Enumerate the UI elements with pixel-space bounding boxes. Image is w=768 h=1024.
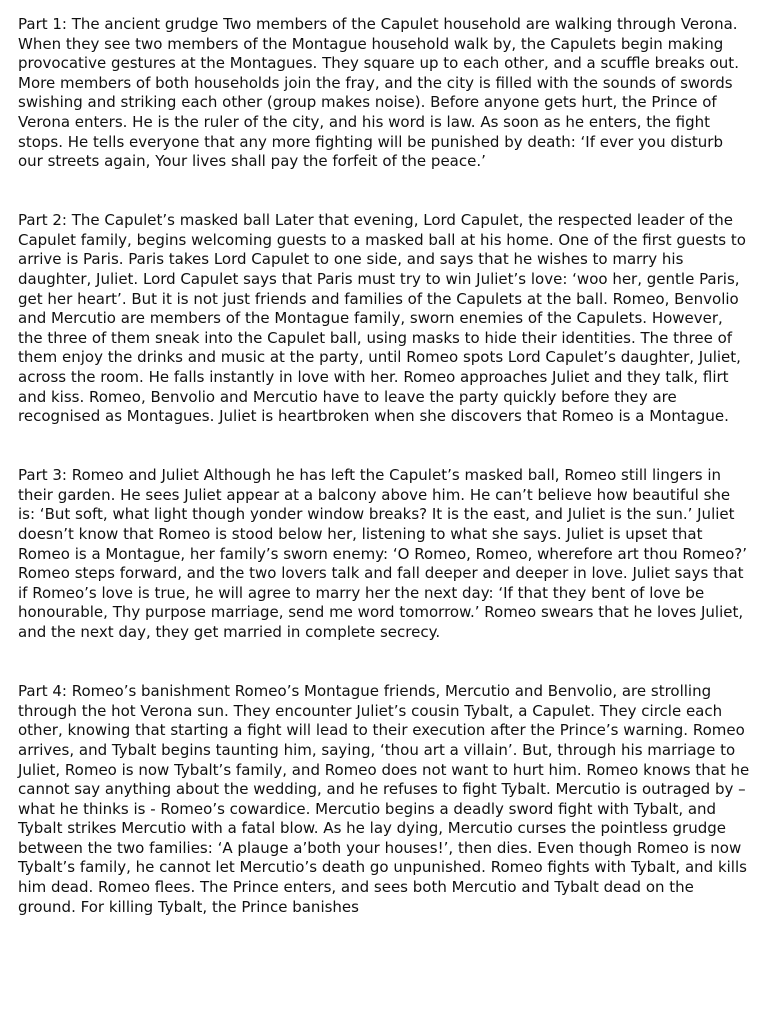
paragraph-spacer: [18, 172, 750, 212]
paragraph-part-4: Part 4: Romeo’s banishment Romeo’s Montague friends, Mercutio and Benvolio, are strolling through the hot Verona sun. They encounter Juliet’s cousin Tybalt, a Capulet. They circle each other, knowing that starting a fight will lead to their execution after the Prince’s warning. Romeo arrives, and Tybalt begins taunting him, saying, ‘thou art a villain’. But, through his marriage to Juliet, Romeo is now Tybalt’s family, and Romeo does not want to hurt him. Romeo knows that he cannot say anything about the wedding, and he refuses to fight Tybalt. Mercutio is outraged by – what he thinks is - Romeo’s cowardice. Mercutio begins a deadly sword fight with Tybalt, and Tybalt strikes Mercutio with a fatal blow. As he lay dying, Mercutio curses the pointless grudge between the two families: ‘A plauge a’both your houses!’, then dies. Even though Romeo is now Tybalt’s family, he cannot let Mercutio’s death go unpunished. Romeo fights with Tybalt, and kills him dead. Romeo flees. The Prince enters, and sees both Mercutio and Tybalt dead on the ground. For killing Tybalt, the Prince banishes: [18, 682, 750, 916]
paragraph-part-2: Part 2: The Capulet’s masked ball Later that evening, Lord Capulet, the respected leader of the Capulet family, begins welcoming guests to a masked ball at his home. One of the first guests to arrive is Paris. Paris takes Lord Capulet to one side, and says that he wishes to marry his daughter, Juliet. Lord Capulet says that Paris must try to win Juliet’s love: ‘woo her, gentle Paris, get her heart’. But it is not just friends and families of the Capulets at the ball. Romeo, Benvolio and Mercutio are members of the Montague family, sworn enemies of the Capulets. However, the three of them sneak into the Capulet ball, using masks to hide their identities. The three of them enjoy the drinks and music at the party, until Romeo spots Lord Capulet’s daughter, Juliet, across the room. He falls instantly in love with her. Romeo approaches Juliet and they talk, flirt and kiss. Romeo, Benvolio and Mercutio have to leave the party quickly before they are recognised as Montagues. Juliet is heartbroken when she discovers that Romeo is a Montague.: [18, 211, 746, 426]
paragraph-part-1: Part 1: The ancient grudge Two members of the Capulet household are walking through Verona. When they see two members of the Montague household walk by, the Capulets begin making provocative gestures at the Montagues. They square up to each other, and a scuffle breaks out. More members of both households join the fray, and the city is filled with the sounds of swords swishing and striking each other (group makes noise). Before anyone gets hurt, the Prince of Verona enters. He is the ruler of the city, and his word is law. As soon as he enters, the fight stops. He tells everyone that any more fighting will be punished by death: ‘If ever you disturb our streets again, Your lives shall pay the forfeit of the peace.’: [18, 15, 739, 171]
document-page: [18, 15, 750, 917]
paragraph-spacer: [18, 427, 750, 467]
paragraph-spacer: [18, 643, 750, 683]
paragraph-part-3: Part 3: Romeo and Juliet Although he has left the Capulet’s masked ball, Romeo still lingers in their garden. He sees Juliet appear at a balcony above him. He can’t believe how beautiful she is: ‘But soft, what light though yonder window breaks? It is the east, and Juliet is the sun.’ Juliet doesn’t know that Romeo is stood below her, listening to what she says. Juliet is upset that Romeo is a Montague, her family’s sworn enemy: ‘O Romeo, Romeo, wherefore art thou Romeo?’ Romeo steps forward, and the two lovers talk and fall deeper and deeper in love. Juliet says that if Romeo’s love is true, he will agree to marry her the next day: ‘If that they bent of love be honourable, Thy purpose marriage, send me word tomorrow.’ Romeo swears that he loves Juliet, and the next day, they get married in complete secrecy.: [18, 466, 748, 642]
